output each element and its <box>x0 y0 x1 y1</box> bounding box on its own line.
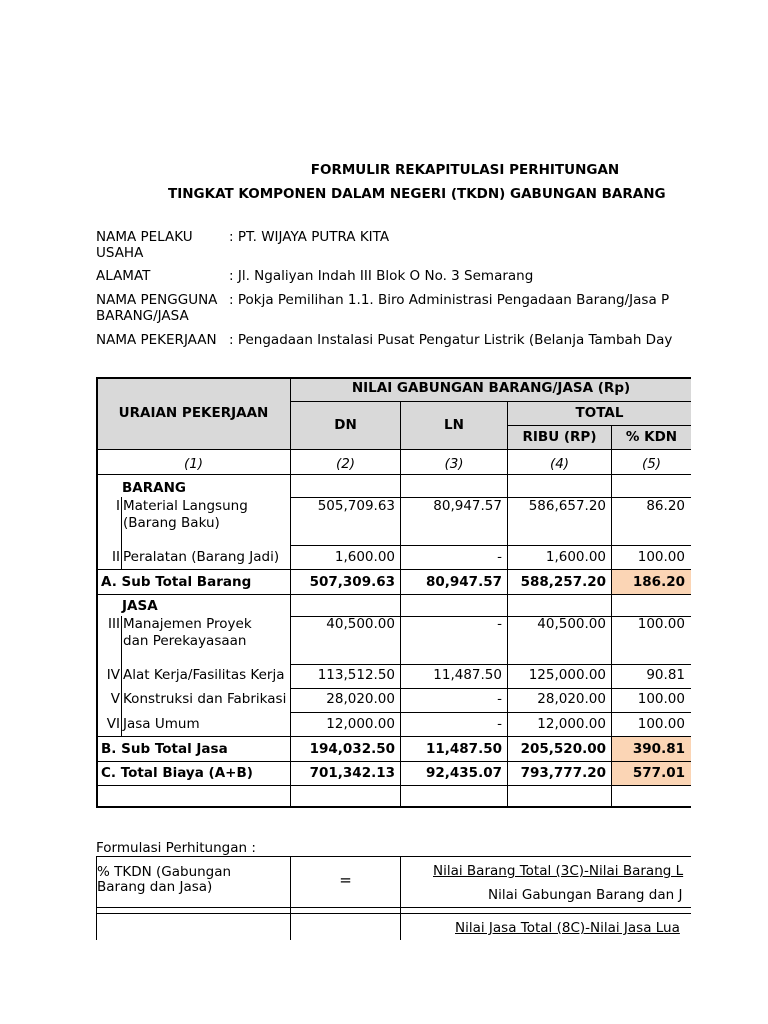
row-number: IV <box>106 667 120 683</box>
row-name: Material Langsung (Barang Baku) <box>123 498 248 531</box>
grid-line <box>96 736 691 737</box>
cell-ribu: 588,257.20 <box>520 574 606 590</box>
table-border-left <box>96 377 98 808</box>
colnum-2: (2) <box>335 456 356 472</box>
header-dn: DN <box>334 417 357 433</box>
grid-line <box>508 425 691 426</box>
cell-kdn: 100.00 <box>637 616 685 632</box>
formula-denominator: Nilai Gabungan Barang dan J <box>488 887 683 903</box>
cell-dn: 507,309.63 <box>309 574 395 590</box>
row-name: Alat Kerja/Fasilitas Kerja <box>123 667 285 683</box>
header-total: TOTAL <box>575 405 624 421</box>
cell-kdn: 100.00 <box>637 691 685 707</box>
pelaku-value: : PT. WIJAYA PUTRA KITA <box>229 229 390 245</box>
cell-ln: 80,947.57 <box>433 498 502 514</box>
grid-line <box>96 907 691 908</box>
cell-kdn: 186.20 <box>632 574 685 590</box>
colnum-1: (1) <box>183 456 204 472</box>
row-number: III <box>108 616 120 632</box>
grid-line <box>96 856 691 857</box>
header-nilai-gabungan: NILAI GABUNGAN BARANG/JASA (Rp) <box>351 380 631 396</box>
grid-line <box>291 712 691 713</box>
equals-sign: = <box>339 871 352 889</box>
header-kdn: % KDN <box>625 429 678 445</box>
header-uraian: URAIAN PEKERJAAN <box>118 405 269 421</box>
header-ln: LN <box>444 417 464 433</box>
cell-kdn: 90.81 <box>646 667 685 683</box>
grid-line <box>96 569 691 570</box>
grid-line <box>96 474 691 475</box>
row-number: I <box>116 498 120 514</box>
colnum-3: (3) <box>444 456 464 472</box>
pekerjaan-value: : Pengadaan Instalasi Pusat Pengatur Listrik (Belanja Tambah Day <box>229 332 673 348</box>
cell-kdn: 100.00 <box>637 549 685 565</box>
cell-dn: 194,032.50 <box>309 741 395 757</box>
formula-numerator-barang: Nilai Barang Total (3C)-Nilai Barang L <box>433 863 684 879</box>
table-border-bottom <box>96 806 691 808</box>
tkdn-label-line1: % TKDN (Gabungan <box>97 864 232 880</box>
cell-kdn: 100.00 <box>637 716 685 732</box>
row-number: VI <box>106 716 120 732</box>
cell-dn: 1,600.00 <box>334 549 395 565</box>
subtotal-barang-label: A. Sub Total Barang <box>101 574 252 590</box>
grid-line <box>291 688 691 689</box>
cell-ribu: 125,000.00 <box>528 667 606 683</box>
grid-line <box>96 449 691 450</box>
cell-ribu: 28,020.00 <box>537 691 606 707</box>
formula-heading: Formulasi Perhitungan : <box>96 840 256 856</box>
section-jasa: JASA <box>122 598 158 614</box>
table-border-top <box>96 377 691 379</box>
grid-line <box>96 594 691 595</box>
cell-ribu: 1,600.00 <box>545 549 606 565</box>
cell-ribu: 586,657.20 <box>528 498 606 514</box>
cell-ln: 11,487.50 <box>425 741 502 757</box>
row-name: Peralatan (Barang Jadi) <box>123 549 280 565</box>
row-name-line1: Manajemen Proyek <box>123 616 252 632</box>
pengguna-value: : Pokja Pemilihan 1.1. Biro Administrasi Pengadaan Barang/Jasa P <box>229 292 670 308</box>
formula-numerator-jasa: Nilai Jasa Total (8C)-Nilai Jasa Lua <box>455 920 680 936</box>
cell-kdn: 390.81 <box>632 741 685 757</box>
cell-dn: 113,512.50 <box>317 667 395 683</box>
cell-ln: - <box>497 716 502 732</box>
pekerjaan-label: NAMA PEKERJAAN <box>96 332 217 348</box>
row-name-line2: dan Perekayasaan <box>123 633 247 649</box>
pelaku-label: NAMA PELAKU USAHA <box>96 229 193 261</box>
header-ribu: RIBU (RP) <box>522 429 597 445</box>
cell-kdn: 86.20 <box>646 498 685 514</box>
grid-line <box>121 497 122 569</box>
row-name: Jasa Umum <box>123 716 200 732</box>
cell-ribu: 205,520.00 <box>520 741 606 757</box>
grid-line <box>291 545 691 546</box>
colnum-4: (4) <box>549 456 570 472</box>
cell-ribu: 793,777.20 <box>520 765 606 781</box>
grid-line <box>291 401 691 402</box>
section-barang: BARANG <box>122 480 186 496</box>
grid-line <box>96 761 691 762</box>
colnum-5: (5) <box>641 456 662 472</box>
total-biaya-label: C. Total Biaya (A+B) <box>101 765 253 781</box>
cell-ln: - <box>497 549 502 565</box>
cell-ln: 80,947.57 <box>425 574 502 590</box>
cell-ribu: 12,000.00 <box>537 716 606 732</box>
form-title-line1: FORMULIR REKAPITULASI PERHITUNGAN <box>310 162 620 178</box>
cell-ribu: 40,500.00 <box>537 616 606 632</box>
alamat-label: ALAMAT <box>96 268 151 284</box>
grid-line <box>290 856 291 940</box>
cell-dn: 505,709.63 <box>317 498 395 514</box>
form-title-line2: TINGKAT KOMPONEN DALAM NEGERI (TKDN) GABUNGAN BARANG <box>168 186 666 202</box>
cell-ln: 92,435.07 <box>425 765 502 781</box>
cell-dn: 12,000.00 <box>326 716 395 732</box>
grid-line <box>96 913 691 914</box>
cell-dn: 701,342.13 <box>309 765 395 781</box>
cell-dn: 40,500.00 <box>326 616 395 632</box>
grid-line <box>400 856 401 940</box>
row-number: V <box>110 691 120 707</box>
cell-kdn: 577.01 <box>632 765 685 781</box>
cell-ln: - <box>497 691 502 707</box>
grid-line <box>121 616 122 736</box>
grid-line <box>291 664 691 665</box>
cell-ln: - <box>497 616 502 632</box>
alamat-value: : Jl. Ngaliyan Indah III Blok O No. 3 Semarang <box>229 268 534 284</box>
row-number: II <box>112 549 120 565</box>
subtotal-jasa-label: B. Sub Total Jasa <box>101 741 228 757</box>
grid-line <box>96 785 691 786</box>
row-name: Konstruksi dan Fabrikasi <box>123 691 287 707</box>
cell-ln: 11,487.50 <box>433 667 502 683</box>
cell-dn: 28,020.00 <box>326 691 395 707</box>
tkdn-label-line2: Barang dan Jasa) <box>97 879 213 895</box>
pengguna-label: NAMA PENGGUNA BARANG/JASA <box>96 292 218 324</box>
